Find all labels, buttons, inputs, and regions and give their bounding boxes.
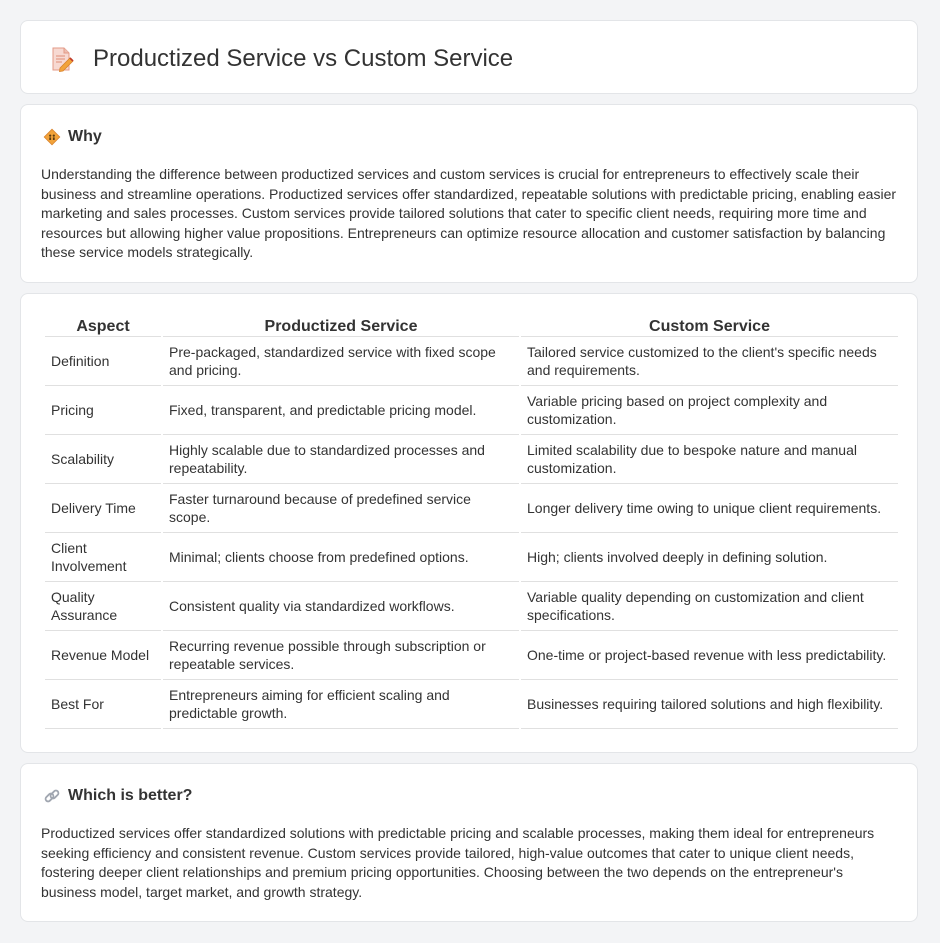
row-productized: Entrepreneurs aiming for efficient scaling and predictable growth. <box>163 680 519 729</box>
row-productized: Faster turnaround because of predefined service scope. <box>163 484 519 533</box>
better-header <box>43 787 192 805</box>
row-aspect: Pricing <box>45 386 161 435</box>
row-custom: Longer delivery time owing to unique client requirements. <box>521 484 898 533</box>
table-row <box>45 435 898 484</box>
row-aspect: Best For <box>45 680 161 729</box>
table-row <box>45 484 898 533</box>
row-productized: Highly scalable due to standardized processes and repeatability. <box>163 435 519 484</box>
row-aspect: Revenue Model <box>45 631 161 680</box>
row-custom: Businesses requiring tailored solutions and high flexibility. <box>521 680 898 729</box>
header-productized: Productized Service <box>163 318 519 337</box>
diamond-sign-icon <box>43 128 61 146</box>
row-custom: Limited scalability due to bespoke nature and manual customization. <box>521 435 898 484</box>
table-header-row <box>45 318 898 337</box>
row-aspect: Quality Assurance <box>45 582 161 631</box>
table-row <box>45 533 898 582</box>
row-productized: Recurring revenue possible through subscription or repeatable services. <box>163 631 519 680</box>
link-icon <box>43 787 61 805</box>
row-custom: Variable quality depending on customization and client specifications. <box>521 582 898 631</box>
row-custom: Variable pricing based on project complexity and customization. <box>521 386 898 435</box>
row-productized: Minimal; clients choose from predefined options. <box>163 533 519 582</box>
table-row <box>45 582 898 631</box>
why-section <box>20 104 918 283</box>
row-productized: Consistent quality via standardized workflows. <box>163 582 519 631</box>
better-heading: Which is better? <box>68 787 193 804</box>
table-row <box>45 337 898 386</box>
better-text: Productized services offer standardized solutions with predictable pricing and scalable processes, making them ideal for entrepreneurs seeking efficiency and consistent revenue. Custom services provide tailored, high-value outcomes that cater to unique client needs, fostering deeper client relationships and premium pricing opportunities. Choosing between the two depends on the entrepreneur's business model, target market, and growth strategy. <box>41 825 875 900</box>
why-text: Understanding the difference between productized services and custom services is crucial for entrepreneurs to effectively scale their business and streamline operations. Productized services offer standardized, repeatable solutions with predictable pricing, enabling easier marketing and sales processes. Custom services provide tailored solutions that cater to specific client needs, requiring more time and resources but allowing higher value propositions. Entrepreneurs can optimize resource allocation and customer satisfaction by balancing these service models strategically. <box>41 166 897 261</box>
title-row <box>47 45 513 73</box>
row-custom: Tailored service customized to the client's specific needs and requirements. <box>521 337 898 386</box>
row-productized: Fixed, transparent, and predictable pricing model. <box>163 386 519 435</box>
row-custom: High; clients involved deeply in defining solution. <box>521 533 898 582</box>
title-card <box>20 20 918 94</box>
row-aspect: Delivery Time <box>45 484 161 533</box>
row-aspect: Definition <box>45 337 161 386</box>
why-heading: Why <box>68 128 102 145</box>
row-custom: One-time or project-based revenue with less predictability. <box>521 631 898 680</box>
page-title: Productized Service vs Custom Service <box>93 45 514 72</box>
table-row <box>45 680 898 729</box>
comparison-section <box>20 293 918 753</box>
comparison-table <box>43 318 900 729</box>
row-aspect: Client Involvement <box>45 533 161 582</box>
header-aspect: Aspect <box>45 318 161 337</box>
table-row <box>45 631 898 680</box>
row-aspect: Scalability <box>45 435 161 484</box>
row-productized: Pre-packaged, standardized service with fixed scope and pricing. <box>163 337 519 386</box>
table-row <box>45 386 898 435</box>
document-pencil-icon <box>47 45 75 73</box>
why-header <box>43 128 102 146</box>
header-custom: Custom Service <box>521 318 898 337</box>
which-is-better-section <box>20 763 918 922</box>
